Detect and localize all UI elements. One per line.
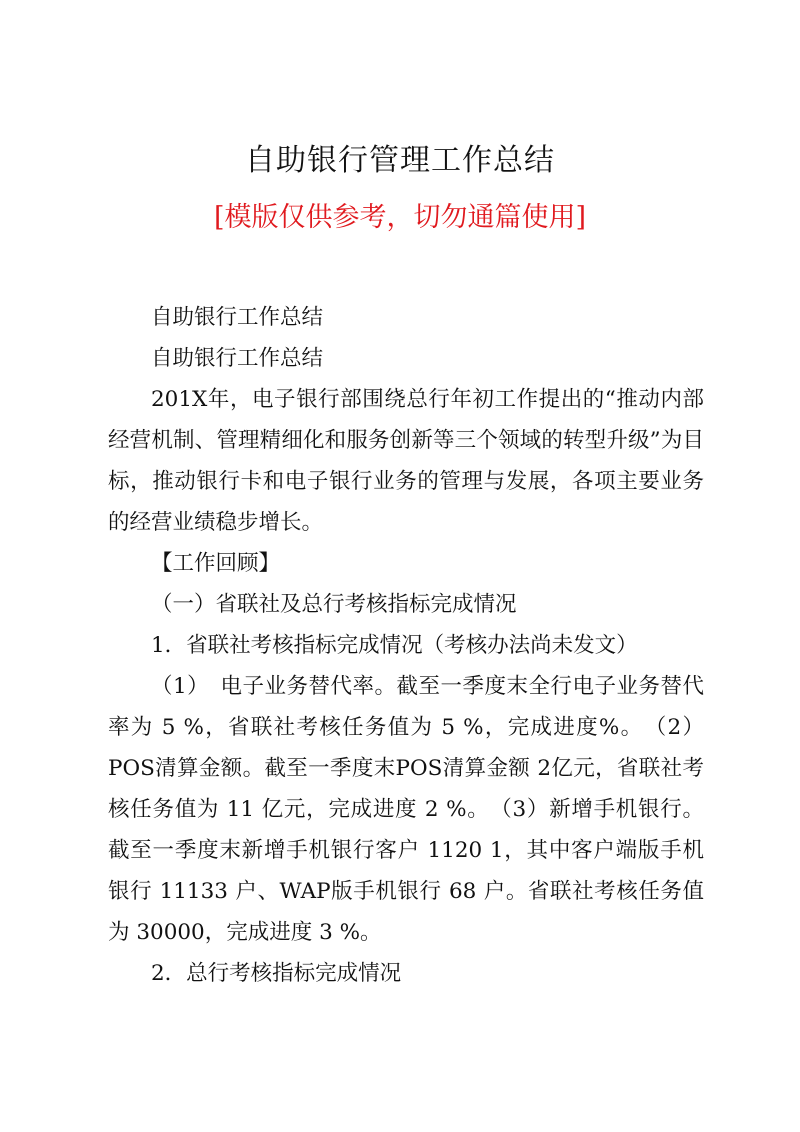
subsection-provincial-indicators: 1．省联社考核指标完成情况（考核办法尚未发文） xyxy=(151,633,638,658)
document-body xyxy=(108,297,704,994)
paragraph-heading-2: 自助银行工作总结 xyxy=(151,346,324,371)
paragraph-indicator-details: （1） 电子业务替代率。截至一季度末全行电子业务替代率为 5 %，省联社考核任务值为 5 %，完成进度%。 （2）POS清算金额。截至一季度末POS清算金额 2亿元，省联社考核任务值为 11 亿元，完成进度 2 %。 （3）新增手机银行。截至一季度末新增手机银行客户 1120 1，其中客户端版手机银行 11133 户、WAP版手机银行 68 户。省联社考核任务值为 30000，完成进度 3 %。 xyxy=(108,674,704,945)
section-assessment-indicators: （一）省联社及总行考核指标完成情况 xyxy=(151,592,517,617)
document-title: 自助银行管理工作总结 xyxy=(245,143,555,178)
section-work-review: 【工作回顾】 xyxy=(151,551,281,576)
paragraph-heading-1: 自助银行工作总结 xyxy=(151,305,324,330)
template-notice: [模版仅供参考，切勿通篇使用] xyxy=(213,202,587,233)
subsection-head-office-indicators: 2．总行考核指标完成情况 xyxy=(151,961,402,986)
paragraph-intro: 201X年，电子银行部围绕总行年初工作提出的“推动内部经营机制、管理精细化和服务创新等三个领域的转型升级”为目标，推动银行卡和电子银行业务的管理与发展，各项主要业务的经营业绩稳步增长。 xyxy=(108,387,704,535)
